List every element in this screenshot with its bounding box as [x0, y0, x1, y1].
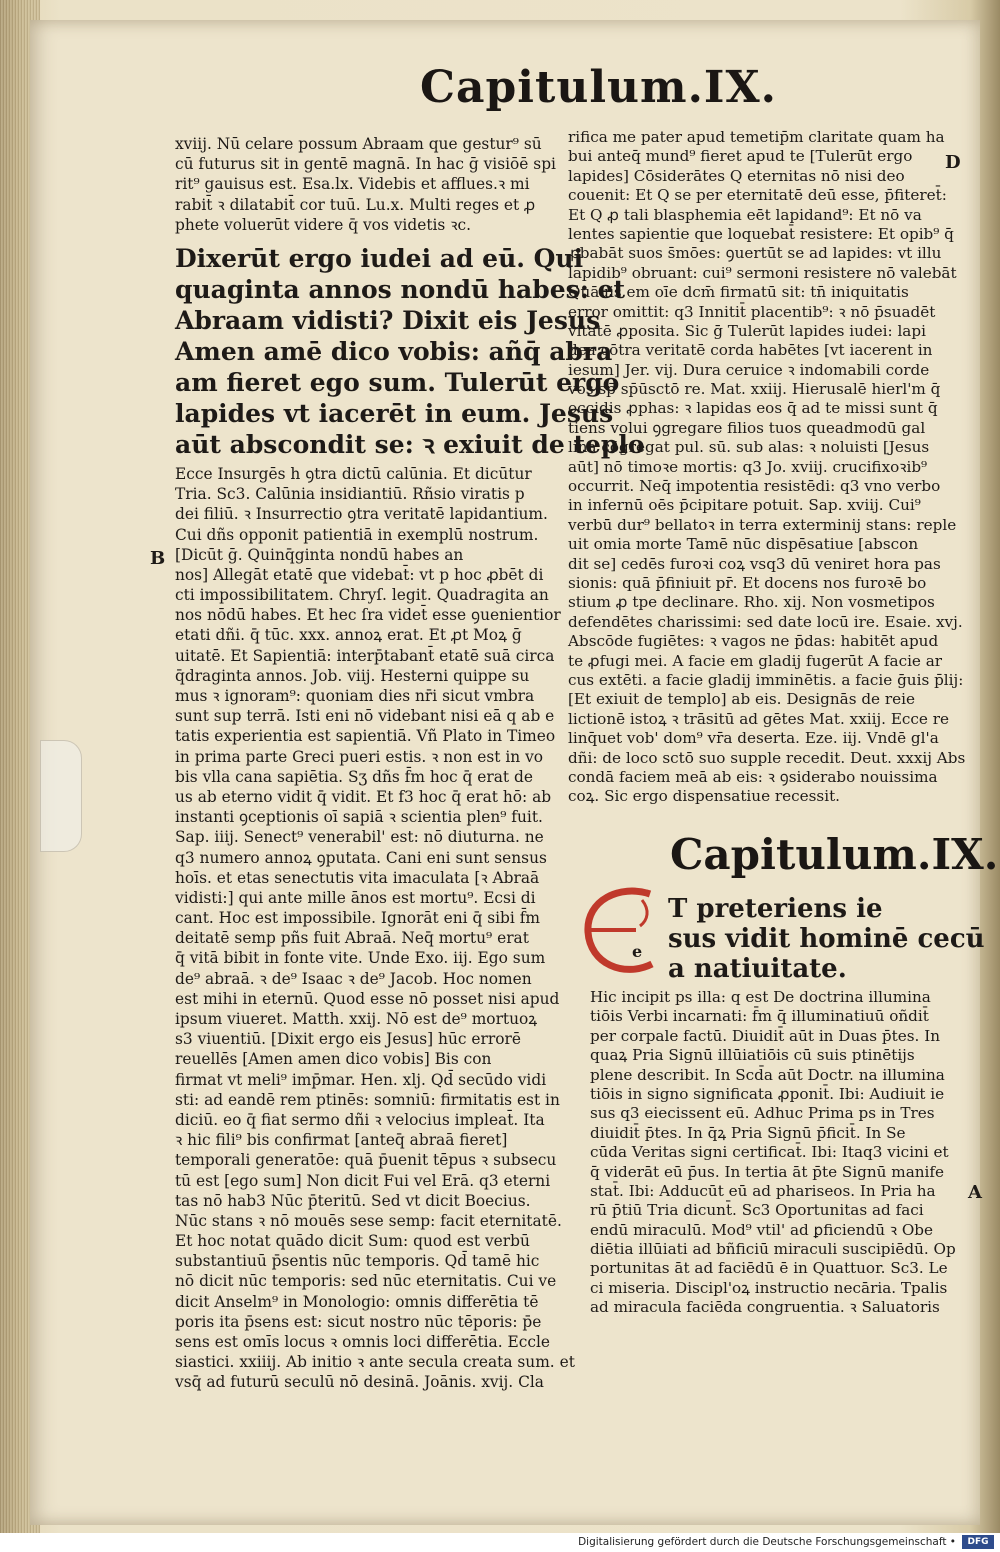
text-line: in infernū oēs p̄cipitare potuit. Sap. xviij. Cui⁹ [568, 496, 921, 515]
text-line: cant. Hoc est impossibile. Ignorāt eni q̄ sibi f̄m [175, 909, 540, 928]
text-line: te ꝓfugi mei. A facie em gladij fugerūt A facie ar [568, 651, 943, 670]
text-line: ꝓbabāt suos s̄mōes: ꝯuertūt se ad lapides: vt illu [568, 244, 942, 263]
gospel-line: a natiuitate. [668, 954, 847, 984]
text-line: substantiuū p̄sentis nūc temporis. Qd̄ tamē hic [175, 1252, 540, 1271]
running-header: Capitulum.IX. [420, 62, 777, 113]
left-intro-block [175, 134, 560, 235]
text-line: coꝝ. Sic ergo dispensatiue recessit. [568, 787, 841, 806]
gospel-line: sus vidit hominē cecū [668, 924, 985, 954]
text-line: reuellēs [Amen amen dico vobis] Bis con [175, 1050, 492, 1069]
text-line: aūt] nō timoꝛe mortis: q3 Jo. xviij. crucifixoꝛib⁹ [568, 457, 928, 476]
text-line: sens est omīs locus ꝛ omnis loci differētia. Eccle [175, 1333, 551, 1351]
text-line: instanti ꝯceptionis oī sapiā ꝛ scientia plen⁹ fuit. [175, 808, 543, 827]
text-line: Sap. iiij. Senect⁹ venerabil' est: nō diuturna. ne [175, 828, 544, 847]
text-line: Abscōde fugiētes: ꝛ vagos ne p̄das: habitēt apud [568, 632, 939, 651]
text-line: quaꝝ Pria Signū illūiatiōis cū suis ptinētijs [590, 1046, 915, 1065]
text-line: verbū dur⁹ bellatoꝛ in terra exterminij stans: reple [568, 515, 957, 534]
left-gospel-block [175, 243, 645, 460]
text-line: firmat vt meli⁹ imp̄mar. Hen. xlj. Qd̄ secūdo vidi [175, 1070, 547, 1089]
text-line: rit⁹ gauisus est. Esa.lx. Videbis et afflues.ꝛ mi [175, 175, 530, 194]
text-line: defendētes charissimi: sed date locū ire. Esaie. xvj. [568, 612, 963, 631]
text-line: [Et exiuit de templo] ab eis. Designās de reie [568, 690, 915, 709]
text-line: v̄itatē ꝓposita. Sic ḡ Tulerūt lapides iudei: lapi [568, 321, 926, 340]
text-line: siastici. xxiiij. Ab initio ꝛ ante secula creata sum. et [175, 1353, 575, 1372]
margin-note-left: B [150, 548, 166, 569]
text-line: sti: ad eandē rem ptinēs: somniū: firmitatis est in [175, 1090, 560, 1109]
text-line: sunt sup terrā. Isti eni nō videbant nisi eā q ab e [175, 707, 555, 726]
text-line: occidis ꝓphas: ꝛ lapidas eos q̄ ad te missi sunt q̄ [568, 399, 938, 418]
text-line: stium ꝓ tpe declinare. Rho. xij. Non vosmetipos [568, 593, 935, 612]
text-line: temporali generatōe: quā p̄uenit tēpus ꝛ subsecu [175, 1151, 557, 1170]
gospel-line: Dixerūt ergo iudei ad eū. Qui [175, 243, 584, 273]
text-line: cti impossibilitatem. Chryſ. legit. Quadragita an [175, 586, 549, 605]
text-line: vos sp̄ sp̄ūsctō re. Mat. xxiij. Hierusalē hierl'm q̄ [568, 380, 941, 399]
text-line: dñi: de loco sctō suo supple recedit. Deut. xxxij Abs [568, 748, 966, 767]
text-line: tatis experientia est sapientiā. Vñ Plato in Timeo [175, 727, 556, 746]
text-line: dicit Anselm⁹ in Monologio: omnis differētia tē [175, 1292, 539, 1311]
text-line: dit se] cedēs furoꝛi coꝝ vsq3 dū veniret hora pas [568, 554, 941, 573]
text-line: linq̄uet vob' dom⁹ vr̄a deserta. Eze. iij. Vndē gl'a [568, 729, 939, 748]
text-line: ꝛ hic fili⁹ bis confirmat [anteq̄ abraā fieret] [175, 1131, 508, 1150]
margin-note-right-bottom: A [968, 1182, 982, 1203]
text-line: Et Q ꝓ tali blasphemia eēt lapidand⁹: Et nō va [568, 205, 922, 224]
text-line: error omittit: q3 Innitit̄ placentib⁹: ꝛ nō p̄suadēt [568, 302, 936, 321]
gospel-line: aūt abscondit se: ꝛ exiuit de teplo [175, 429, 645, 459]
chapter-heading: Capitulum.IX. [670, 830, 999, 879]
text-line: lapides] Cōsiderātes Q eternitas nō nisi deo [568, 166, 905, 185]
gospel-line: Abraam vidisti? Dixit eis Jesus [175, 305, 601, 335]
right-commentary-block [568, 128, 966, 807]
gospel-line: quaginta annos nondū habes: et [175, 274, 626, 304]
text-line: Ecce Insurgēs h ꝯtra dictū calūnia. Et dicūtur [175, 464, 532, 483]
text-line: tiōis in signo significata ꝓponit̄. Ibi: Audiuit ie [590, 1084, 945, 1103]
text-line: mus ꝛ ignoram⁹: quoniam dies nr̄i sicut vmbra [175, 687, 535, 705]
margin-note-right-top: D [945, 152, 961, 173]
text-line: lapidib⁹ obruant: cui⁹ sermoni resistere nō valebāt [568, 263, 957, 282]
text-line: cū futurus sit in gentē magnā. In hac ḡ visiōē spi [175, 155, 556, 174]
right-gospel-block [668, 894, 985, 984]
text-line: nos] Allegāt etatē que videbat̄: vt p hoc ꝓbēt di [175, 565, 544, 584]
text-line: couenit: Et Q se per eternitatē deū esse, p̄fiteret̄: [568, 186, 947, 205]
text-line: iesum] Jer. vij. Dura ceruice ꝛ indomabili corde [568, 360, 930, 379]
text-line: ci miseria. Discipl'oꝝ instructio necāria. Tpalis [590, 1278, 948, 1297]
text-line: plene describit. In Scd̄a aūt Doctr. na illumina [590, 1065, 945, 1084]
text-line: uitatē. Et Sapientiā: interp̄tabant̄ etatē suā circa [175, 646, 555, 665]
text-line: occurrit. Neq̄ impotentia resistēdi: q3 vno verbo [568, 477, 941, 496]
text-line: dei filiū. ꝛ Insurrectio ꝯtra veritatē lapidantium. [175, 505, 548, 524]
text-line: Nūc stans ꝛ nō mouēs sese semp: facit eternitatē. [175, 1211, 562, 1230]
text-line: s3 viuentiū. [Dixit ergo eis Jesus] hūc errorē [175, 1030, 521, 1049]
right-column [568, 128, 966, 807]
text-line: uit omia morte Tamē nūc dispēsatiue [abscon [568, 535, 919, 554]
gospel-line: am fieret ego sum. Tulerūt ergo [175, 367, 620, 397]
text-line: Tria. Sc3. Calūnia insidiantiū. Rñsio viratis p [175, 485, 525, 504]
text-line: xviij. Nū celare possum Abraam que gestur⁹ sū [175, 135, 542, 153]
text-line: diciū. eo q̄ fiat sermo dñi ꝛ velocius impleat̄. Ita [175, 1110, 545, 1129]
text-line: [Dicūt ḡ. Quinq̄ginta nondū habes an [175, 545, 464, 564]
left-column [175, 134, 645, 1393]
decorated-initial [580, 886, 660, 974]
text-line: q̄ vitā bibit in fonte vite. Unde Exo. iij. Ego sum [175, 949, 546, 968]
right-lower-commentary [590, 988, 960, 1318]
guide-letter: e [632, 942, 643, 961]
left-commentary-block [175, 464, 575, 1393]
text-line: cūda Veritas signi certificat̄. Ibi: Itaq3 vicini et [590, 1143, 949, 1162]
text-line: nō dicit nūc temporis: sed nūc eternitatis. Cui ve [175, 1272, 557, 1291]
text-line: vidisti:] qui ante mille ānos est mortu⁹. Ecsi di [175, 888, 536, 907]
text-line: vsq̄ ad futurū seculū nō desinā. Joānis. xvij. Cla [175, 1373, 544, 1392]
text-line: bui anteq̄ mund⁹ fieret apud te [Tulerūt ergo [568, 147, 913, 166]
gospel-line: lapides vt iacerēt in eum. Jesus [175, 398, 614, 428]
text-line: bis vlla cana sapiētia. Sʒ dñs f̄m hoc q̄ erat de [175, 767, 533, 786]
text-line: deitatē semp pñs fuit Abraā. Neq̄ mortu⁹ erat [175, 929, 529, 948]
text-line: tū est [ego sum] Non dicit Fui vel Erā. q3 eterni [175, 1171, 551, 1190]
text-line: lictionē istoꝝ ꝛ trāsitū ad gētes Mat. xxiij. Ecce re [568, 709, 949, 728]
funding-credit: Digitalisierung gefördert durch die Deutsche Forschungsgemeinschaft • [578, 1536, 956, 1548]
gospel-line: Amen amē dico vobis: añq̄ abra [175, 336, 613, 366]
text-line: rifica me pater apud temetip̄m claritate quam ha [568, 128, 945, 146]
text-line: q̄ viderāt eū p̄us. In tertia āt p̄te Signū manife [590, 1162, 944, 1181]
dfg-logo: DFG [962, 1535, 994, 1549]
text-line: sus q3 eiecissent eū. Adhuc Prima ps in Tres [590, 1104, 935, 1123]
text-line: in prima parte Greci pueri estis. ꝛ non est in vo [175, 747, 544, 766]
text-line: endū miraculū. Mod⁹ vtil' ad ꝑficiendū ꝛ Obe [590, 1220, 934, 1239]
text-line: stat̄. Ibi: Adducūt eū ad phariseos. In Pria ha [590, 1181, 936, 1200]
text-line: ipsum viueret. Matth. xxij. Nō est de⁹ mortuoꝝ [175, 1010, 538, 1028]
text-line: diuidit̄ p̄tes. In q̄ꝝ Pria Signū p̄ficit̄. In Se [590, 1123, 906, 1142]
text-line: tiōis Verbi incarnati: f̄m q̄ illuminatiuū oñdit̄ [590, 1007, 929, 1026]
text-line: condā faciem meā ab eis: ꝛ ꝯsiderabo nouissima [568, 767, 938, 786]
text-line: hoīs. et etas senectutis vita imaculata [ꝛ Abraā [175, 868, 540, 887]
bookmark-tab [40, 740, 82, 852]
text-line: rū p̄tiū Tria dicunt̄. Sc3 Oportunitas ad faci [590, 1201, 924, 1220]
text-line: q̄draginta annos. Job. viij. Hesterni quippe su [175, 666, 530, 685]
text-line: rabit̄ ꝛ dilatabit̄ cor tuū. Lu.x. Multi reges et ꝓ [175, 195, 536, 214]
text-line: etati dñi. q̄ tūc. xxx. annoꝝ erat. Et ꝓt Moꝝ ḡ [175, 626, 522, 645]
text-line: est mihi in eternū. Quod esse nō posset nisi apud [175, 989, 560, 1008]
text-line: tas nō hab3 Nūc p̄teritū. Sed vt dicit Boecius. [175, 1191, 531, 1210]
text-line: Cui dñs opponit patientiā in exemplū nostrum. [175, 525, 539, 544]
text-line: cus extēti. a facie gladij imminētis. a facie ḡuis p̄lij: [568, 670, 964, 689]
text-line: poris ita p̄sens est: sicut nostro nūc tēporis: p̄e [175, 1312, 542, 1331]
text-line: lentes sapientie que loquebat̄ resistere: Et opib⁹ q̄ [568, 224, 954, 243]
text-line: phete voluerūt videre q̄ vos videtis ꝛc. [175, 215, 472, 234]
text-line: Et hoc notat quādo dicit Sum: quod est verbū [175, 1232, 530, 1251]
text-line: Quāuis em oīe dcm̄ firmatū sit: tn̄ iniquitatis [568, 283, 909, 302]
text-line: diētia illūiati ad bñficiū miraculi suscipiēdū. Op [590, 1240, 956, 1259]
text-line: us ab eterno vidit q̄ vidit. Et f3 hoc q̄ erat hō: ab [175, 787, 552, 806]
text-line: dea cōtra veritatē corda habētes [vt iacerent in [568, 341, 933, 360]
text-line: Hic incipit ps illa: q est De doctrina illumina [590, 988, 931, 1006]
text-line: q3 numero annoꝝ ꝯputata. Cani eni sunt sensus [175, 848, 547, 867]
gospel-line: T preteriens ie [668, 894, 883, 924]
text-line: portunitas āt ad faciēdū ē in Quattuor. Sc3. Le [590, 1259, 948, 1278]
text-line: ad miracula faciēda congruentia. ꝛ Saluatoris [590, 1298, 940, 1317]
text-line: sionis: quā p̄finiuit pr̄. Et docens nos furoꝛē bo [568, 573, 927, 592]
text-line: tiens volui ꝯgregare filios tuos queadmodū gal [568, 418, 926, 437]
text-line: de⁹ abraā. ꝛ de⁹ Isaac ꝛ de⁹ Jacob. Hoc nomen [175, 969, 532, 988]
text-line: nos nōdū habes. Et hec ſra videt̄ esse ꝯuenientior [175, 606, 561, 625]
text-line: lina cōgregat pul. sū. sub alas: ꝛ noluisti [Jesus [568, 438, 930, 457]
text-line: per corpale factū. Diuidit̄ aūt in Duas p̄tes. In [590, 1026, 940, 1045]
initial-e-icon [580, 886, 660, 974]
